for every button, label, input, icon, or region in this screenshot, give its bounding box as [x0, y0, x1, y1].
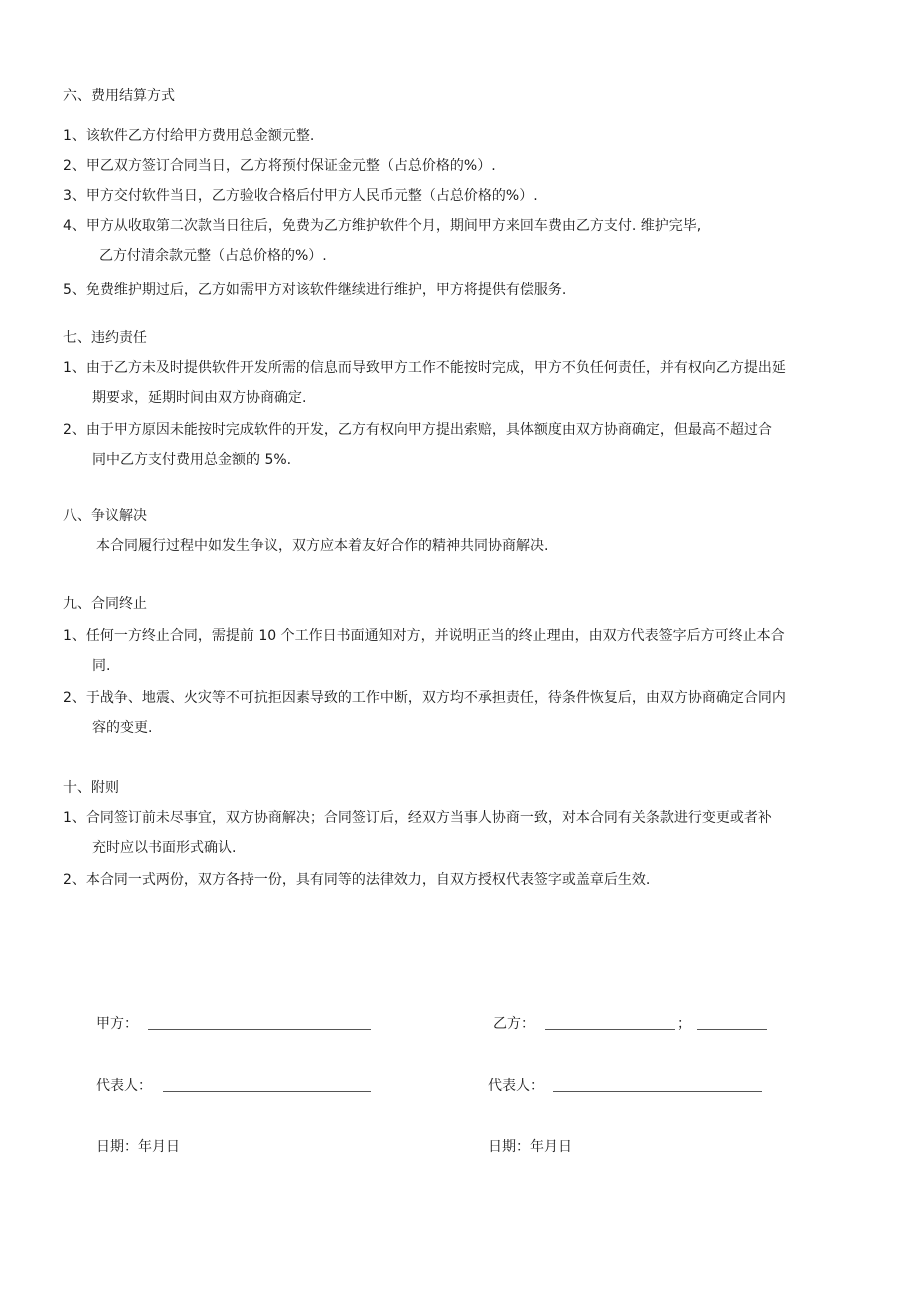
party-a-date: 日期：年月日: [96, 1139, 180, 1155]
clause-7-1: 1、由于乙方未及时提供软件开发所需的信息而导致甲方工作不能按时完成，甲方不负任何责任，并有权向乙方提出延: [63, 360, 786, 376]
party-a-rep-signature-line[interactable]: [163, 1091, 371, 1092]
clause-7-1-cont: 期要求，延期时间由双方协商确定.: [92, 390, 307, 406]
clause-6-2: 2、甲乙双方签订合同当日，乙方将预付保证金元整（占总价格的%）.: [63, 158, 496, 174]
clause-6-4: 4、甲方从收取第二次款当日往后，免费为乙方维护软件个月，期间甲方来回车费由乙方支付. 维护完毕,: [63, 218, 702, 234]
clause-7-2-cont: 同中乙方支付费用总金额的 5%.: [92, 452, 292, 468]
clause-9-1: 1、任何一方终止合同，需提前 10 个工作日书面通知对方，并说明正当的终止理由，由双方代表签字后方可终止本合: [63, 628, 785, 644]
party-b-rep-label: 代表人：: [488, 1078, 544, 1094]
section-9-heading: 九、合同终止: [63, 596, 147, 612]
section-7-heading: 七、违约责任: [63, 330, 147, 346]
clause-9-2-cont: 容的变更.: [92, 720, 153, 736]
party-b-date: 日期：年月日: [488, 1139, 572, 1155]
clause-6-5: 5、免费维护期过后，乙方如需甲方对该软件继续进行维护，甲方将提供有偿服务.: [63, 282, 567, 298]
party-a-rep-label: 代表人：: [96, 1078, 152, 1094]
clause-9-2: 2、于战争、地震、火灾等不可抗拒因素导致的工作中断，双方均不承担责任，待条件恢复后，由双方协商确定合同内: [63, 690, 786, 706]
party-b-signature-line-2[interactable]: [697, 1029, 767, 1030]
party-b-rep-signature-line[interactable]: [553, 1091, 762, 1092]
section-6-heading: 六、费用结算方式: [63, 88, 175, 104]
clause-6-4-cont: 乙方付清余款元整（占总价格的%）.: [99, 248, 327, 264]
party-b-signature-line[interactable]: [545, 1029, 675, 1030]
section-10-heading: 十、附则: [63, 780, 119, 796]
clause-8-body: 本合同履行过程中如发生争议，双方应本着友好合作的精神共同协商解决.: [96, 538, 549, 554]
clause-10-1-cont: 充时应以书面形式确认.: [92, 840, 237, 856]
clause-6-1: 1、该软件乙方付给甲方费用总金额元整.: [63, 128, 315, 144]
clause-10-2: 2、本合同一式两份，双方各持一份，具有同等的法律效力，自双方授权代表签字或盖章后生效.: [63, 872, 651, 888]
clause-10-1: 1、合同签订前未尽事宜，双方协商解决；合同签订后，经双方当事人协商一致，对本合同有关条款进行变更或者补: [63, 810, 772, 826]
clause-9-1-cont: 同.: [92, 658, 111, 674]
party-a-label: 甲方：: [96, 1016, 138, 1032]
party-a-signature-line[interactable]: [148, 1029, 371, 1030]
clause-6-3: 3、甲方交付软件当日，乙方验收合格后付甲方人民币元整（占总价格的%）.: [63, 188, 538, 204]
section-8-heading: 八、争议解决: [63, 508, 147, 524]
party-b-separator: ；: [677, 1016, 691, 1032]
party-b-label: 乙方：: [493, 1016, 535, 1032]
clause-7-2: 2、由于甲方原因未能按时完成软件的开发，乙方有权向甲方提出索赔，具体额度由双方协商确定，但最高不超过合: [63, 422, 772, 438]
